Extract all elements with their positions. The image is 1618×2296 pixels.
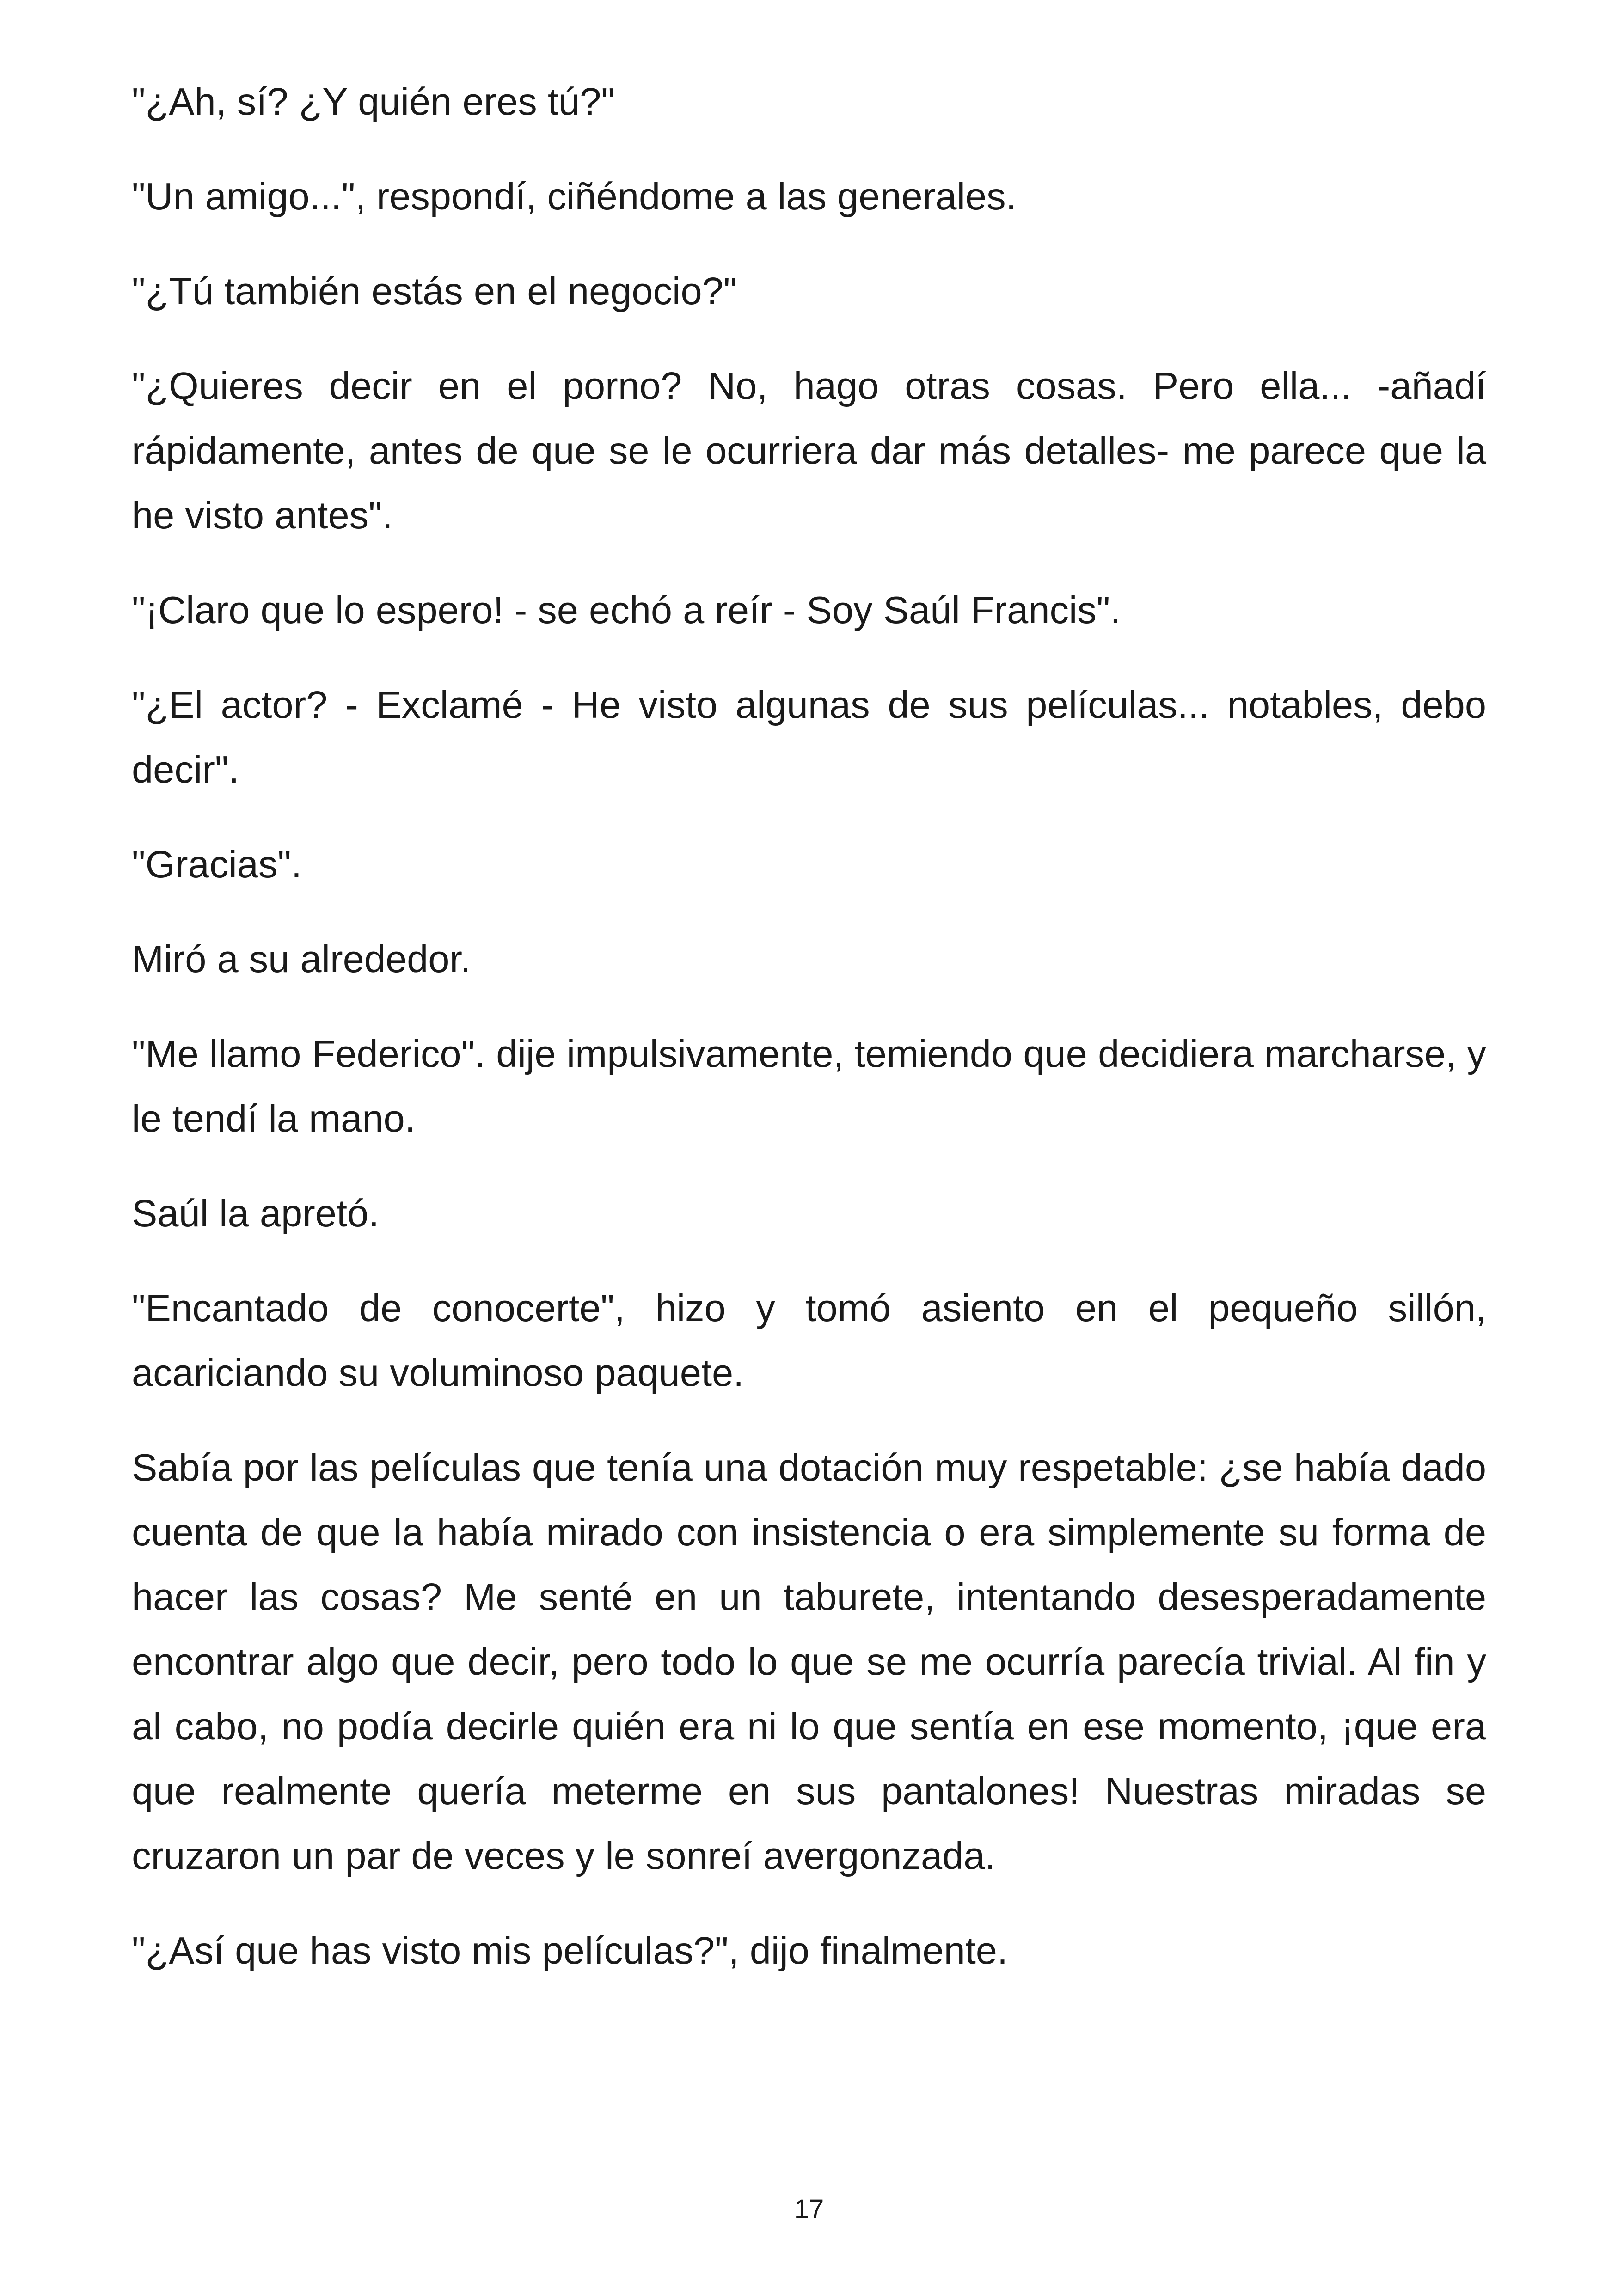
paragraph: "¿El actor? - Exclamé - He visto algunas de sus películas... notables, debo decir". [132,683,1486,791]
paragraph: "Encantado de conocerte", hizo y tomó asiento en el pequeño sillón, acariciando su voluminoso paquete. [132,1286,1486,1394]
page-number: 17 [794,2194,824,2224]
paragraph: Sabía por las películas que tenía una dotación muy respetable: ¿se había dado cuenta de que la había mirado con insistencia o era simplemente su forma de hacer las cosas? Me senté en un taburete, intentando desesperadamente encontrar algo que decir, pero todo lo que se me ocurría parecía trivial. Al fin y al cabo, no podía decirle quién era ni lo que sentía en ese momento, ¡que era que realmente quería meterme en sus pantalones! Nuestras miradas se cruzaron un par de veces y le sonreí avergonzada. [132,1446,1486,1877]
paragraph: Saúl la apretó. [132,1192,380,1235]
paragraph: "¿Así que has visto mis películas?", dijo finalmente. [132,1929,1008,1972]
body-text [132,69,1486,2013]
paragraph: "Un amigo...", respondí, ciñéndome a las generales. [132,175,1017,218]
paragraph: "Gracias". [132,843,302,886]
paragraph: "Me llamo Federico". dije impulsivamente, temiendo que decidiera marcharse, y le tendí la mano. [132,1032,1486,1140]
paragraph: "¿Tú también estás en el negocio?" [132,269,737,312]
paragraph: "¿Quieres decir en el porno? No, hago otras cosas. Pero ella... -añadí rápidamente, antes de que se le ocurriera dar más detalles- me parece que la he visto antes". [132,364,1486,537]
paragraph: Miró a su alrededor. [132,937,471,980]
paragraph: "¿Ah, sí? ¿Y quién eres tú?" [132,80,615,123]
paragraph: "¡Claro que lo espero! - se echó a reír - Soy Saúl Francis". [132,588,1121,631]
